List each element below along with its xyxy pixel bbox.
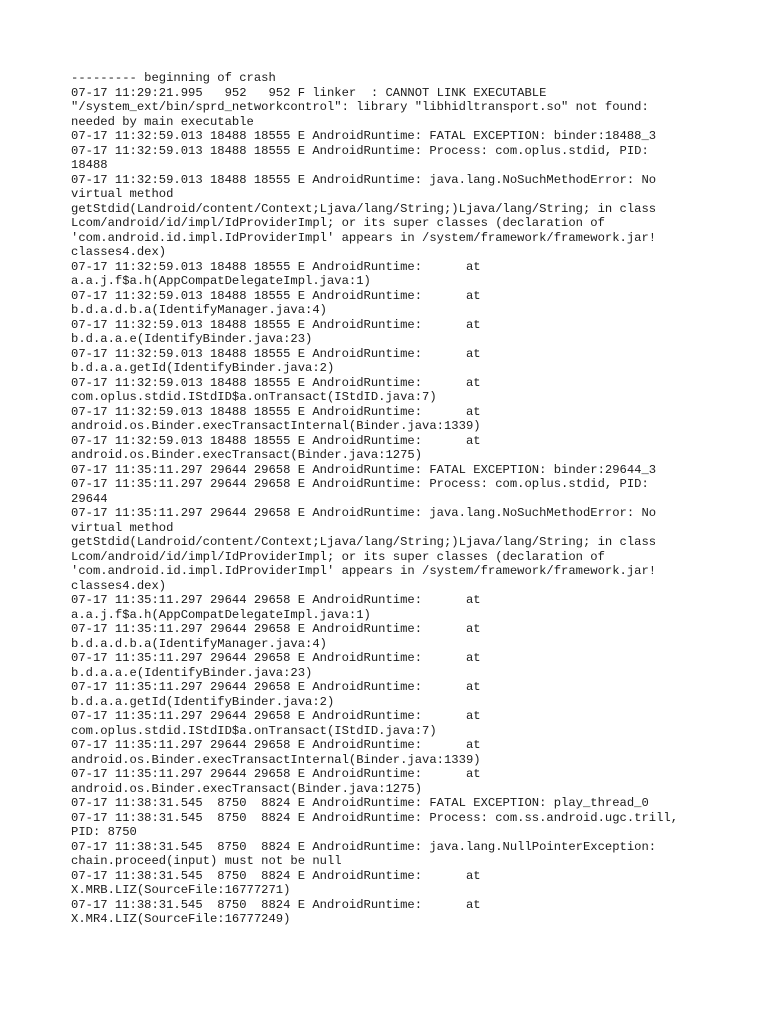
log-line: 07-17 11:32:59.013 18488 18555 E AndroidRuntime: at bbox=[71, 317, 481, 332]
log-line: 07-17 11:35:11.297 29644 29658 E AndroidRuntime: at bbox=[71, 651, 481, 665]
log-line: 07-17 11:32:59.013 18488 18555 E AndroidRuntime: at bbox=[71, 288, 481, 303]
log-line: b.d.a.d.b.a(IdentifyManager.java:4) bbox=[71, 636, 327, 651]
log-line: chain.proceed(input) must not be null bbox=[71, 854, 342, 868]
log-line: 07-17 11:35:11.297 29644 29658 E AndroidRuntime: at bbox=[71, 680, 481, 694]
log-line: "/system_ext/bin/sprd_networkcontrol": library "libhidltransport.so" not found: bbox=[71, 100, 649, 114]
log-line: 07-17 11:38:31.545 8750 8824 E AndroidRuntime: Process: com.ss.android.ugc.trill, bbox=[71, 810, 679, 825]
log-line: getStdid(Landroid/content/Context;Ljava/lang/String;)Ljava/lang/String; in class bbox=[71, 201, 657, 216]
log-line: 07-17 11:35:11.297 29644 29658 E AndroidRuntime: FATAL EXCEPTION: binder:29644_3 bbox=[71, 462, 657, 477]
log-line: b.d.a.a.e(IdentifyBinder.java:23) bbox=[71, 665, 313, 680]
log-line: X.MRB.LIZ(SourceFile:16777271) bbox=[71, 883, 291, 897]
log-line: 07-17 11:35:11.297 29644 29658 E AndroidRuntime: at bbox=[71, 709, 481, 723]
log-line: a.a.j.f$a.h(AppCompatDelegateImpl.java:1) bbox=[71, 274, 371, 288]
log-line: 07-17 11:32:59.013 18488 18555 E AndroidRuntime: at bbox=[71, 346, 481, 361]
log-line: 07-17 11:32:59.013 18488 18555 E AndroidRuntime: Process: com.oplus.stdid, PID: bbox=[71, 143, 649, 158]
log-line: 07-17 11:35:11.297 29644 29658 E AndroidRuntime: java.lang.NoSuchMethodError: No bbox=[71, 506, 657, 520]
log-line: 07-17 11:29:21.995 952 952 F linker : CANNOT LINK EXECUTABLE bbox=[71, 85, 547, 100]
log-line: 07-17 11:38:31.545 8750 8824 E AndroidRuntime: at bbox=[71, 897, 481, 912]
log-line: 07-17 11:35:11.297 29644 29658 E AndroidRuntime: at bbox=[71, 738, 481, 752]
log-line: android.os.Binder.execTransactInternal(Binder.java:1339) bbox=[71, 419, 481, 433]
log-line: 18488 bbox=[71, 158, 108, 172]
log-line: PID: 8750 bbox=[71, 825, 137, 839]
log-line: 07-17 11:38:31.545 8750 8824 E AndroidRuntime: at bbox=[71, 868, 481, 883]
log-line: --------- beginning of crash bbox=[71, 71, 276, 85]
log-line: android.os.Binder.execTransact(Binder.java:1275) bbox=[71, 781, 423, 796]
crash-log-document bbox=[71, 71, 731, 927]
log-line: 07-17 11:35:11.297 29644 29658 E AndroidRuntime: at bbox=[71, 622, 481, 636]
log-line: com.oplus.stdid.IStdID$a.onTransact(IStdID.java:7) bbox=[71, 723, 437, 738]
log-line: 07-17 11:32:59.013 18488 18555 E AndroidRuntime: at bbox=[71, 259, 481, 274]
log-line: classes4.dex) bbox=[71, 578, 167, 593]
log-line: 07-17 11:35:11.297 29644 29658 E AndroidRuntime: Process: com.oplus.stdid, PID: bbox=[71, 477, 649, 491]
log-line: 'com.android.id.impl.IdProviderImpl' appears in /system/framework/framework.jar! bbox=[71, 564, 657, 578]
log-line: Lcom/android/id/impl/IdProviderImpl; or its super classes (declaration of bbox=[71, 216, 605, 230]
log-line: android.os.Binder.execTransact(Binder.java:1275) bbox=[71, 448, 423, 462]
log-line: 07-17 11:32:59.013 18488 18555 E AndroidRuntime: at bbox=[71, 404, 481, 419]
log-line: virtual method bbox=[71, 520, 174, 535]
log-line: com.oplus.stdid.IStdID$a.onTransact(IStdID.java:7) bbox=[71, 390, 437, 404]
log-line: Lcom/android/id/impl/IdProviderImpl; or its super classes (declaration of bbox=[71, 549, 605, 564]
log-line: needed by main executable bbox=[71, 114, 254, 129]
log-body bbox=[71, 71, 731, 927]
log-line: virtual method bbox=[71, 187, 174, 201]
log-line: 29644 bbox=[71, 491, 108, 506]
log-line: 07-17 11:38:31.545 8750 8824 E AndroidRuntime: java.lang.NullPointerException: bbox=[71, 839, 657, 854]
log-line: 07-17 11:32:59.013 18488 18555 E AndroidRuntime: at bbox=[71, 433, 481, 448]
log-line: 'com.android.id.impl.IdProviderImpl' appears in /system/framework/framework.jar! bbox=[71, 230, 657, 245]
log-line: android.os.Binder.execTransactInternal(Binder.java:1339) bbox=[71, 752, 481, 767]
log-line: X.MR4.LIZ(SourceFile:16777249) bbox=[71, 912, 291, 926]
log-line: classes4.dex) bbox=[71, 245, 167, 259]
log-line: 07-17 11:38:31.545 8750 8824 E AndroidRuntime: FATAL EXCEPTION: play_thread_0 bbox=[71, 796, 649, 810]
log-line: 07-17 11:32:59.013 18488 18555 E AndroidRuntime: FATAL EXCEPTION: binder:18488_3 bbox=[71, 129, 657, 143]
log-line: 07-17 11:35:11.297 29644 29658 E AndroidRuntime: at bbox=[71, 767, 481, 781]
log-line: b.d.a.a.getId(IdentifyBinder.java:2) bbox=[71, 694, 335, 709]
log-line: b.d.a.d.b.a(IdentifyManager.java:4) bbox=[71, 303, 327, 317]
log-line: getStdid(Landroid/content/Context;Ljava/lang/String;)Ljava/lang/String; in class bbox=[71, 535, 657, 549]
log-line: b.d.a.a.getId(IdentifyBinder.java:2) bbox=[71, 361, 335, 375]
log-line: 07-17 11:32:59.013 18488 18555 E AndroidRuntime: at bbox=[71, 375, 481, 390]
log-line: b.d.a.a.e(IdentifyBinder.java:23) bbox=[71, 332, 313, 346]
log-line: 07-17 11:32:59.013 18488 18555 E AndroidRuntime: java.lang.NoSuchMethodError: No bbox=[71, 172, 657, 187]
log-line: a.a.j.f$a.h(AppCompatDelegateImpl.java:1) bbox=[71, 607, 371, 622]
log-line: 07-17 11:35:11.297 29644 29658 E AndroidRuntime: at bbox=[71, 593, 481, 607]
